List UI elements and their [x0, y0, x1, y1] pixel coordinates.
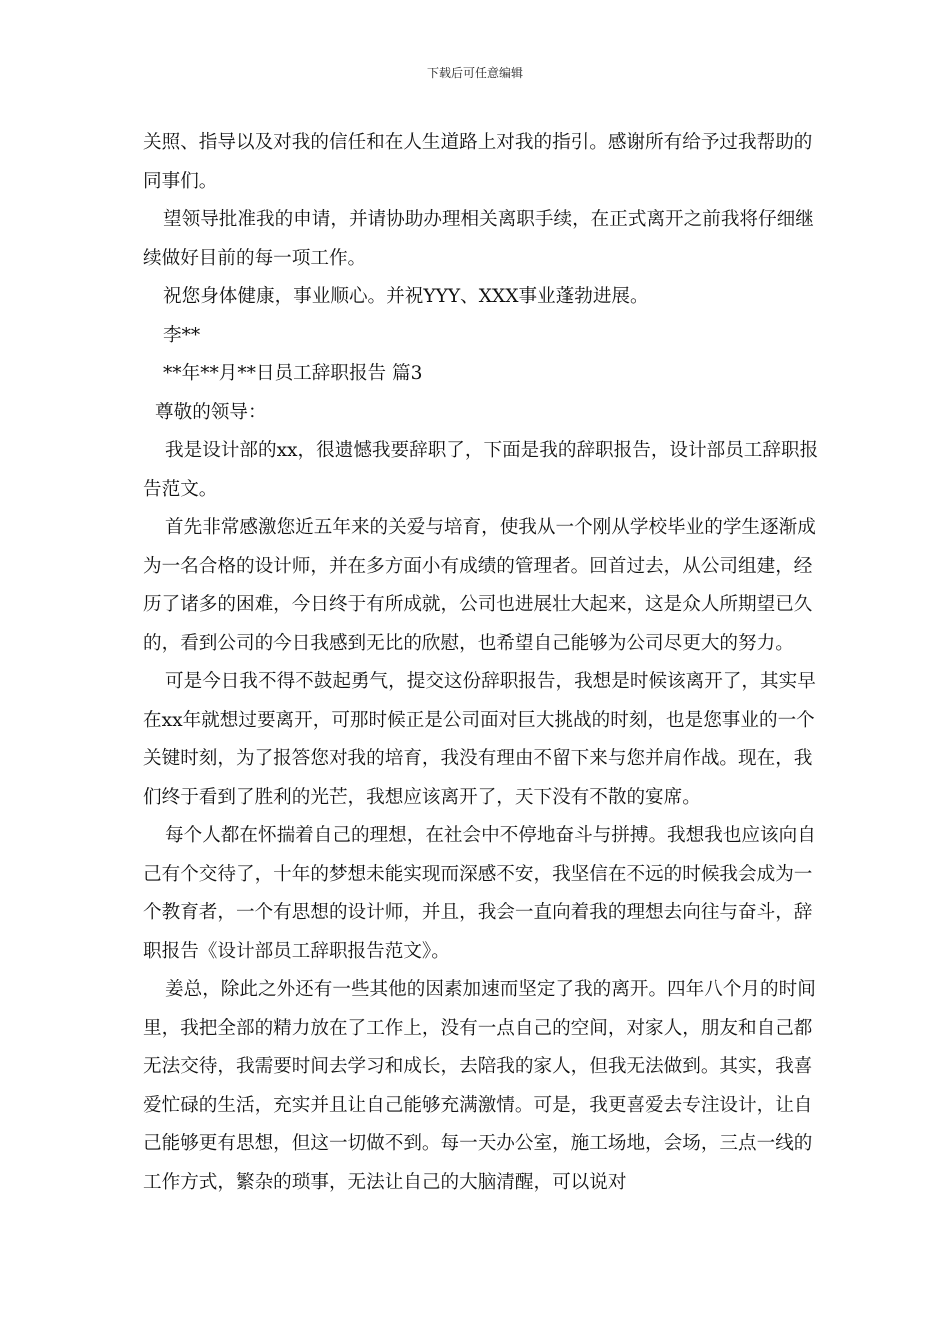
paragraph-decision: 可是今日我不得不鼓起勇气，提交这份辞职报告，我想是时候该离开了，其实早在xx年就想过要离开，可那时候正是公司面对巨大挑战的时刻，也是您事业的一个关键时刻，为了报答您对我的培育，我没有理由不留下来与您并肩作战。现在，我们终于看到了胜利的光芒，我想应该离开了，天下没有不散的宴席。 — [143, 671, 816, 808]
salutation: 尊敬的领导： — [155, 401, 267, 423]
paragraph-ideals: 每个人都在怀揣着自己的理想，在社会中不停地奋斗与拼搏。我想我也应该向自己有个交待了，十年的梦想未能实现而深感不安，我坚信在不远的时候我会成为一个教育者，一个有思想的设计师，并且，我会一直向着我的理想去向往与奋斗，辞职报告《设计部员工辞职报告范文》。 — [143, 825, 816, 962]
paragraph-wishes: 祝您身体健康，事业顺心。并祝YYY、XXX事业蓬勃进展。 — [163, 286, 649, 307]
paragraph-thanks: 关照、指导以及对我的信任和在人生道路上对我的指引。感谢所有给予过我帮助的同事们。 — [143, 132, 813, 192]
signature-name: 李** — [163, 324, 201, 346]
paragraph-approval-request: 望领导批准我的申请，并请协助办理相关离职手续，在正式离开之前我将仔细继续做好目前的每一项工作。 — [143, 209, 814, 269]
paragraph-gratitude: 首先非常感激您近五年来的关爱与培育，使我从一个刚从学校毕业的学生逐渐成为一名合格的设计师，并在多方面小有成绩的管理者。回首过去，从公司组建，经历了诸多的困难，今日终于有所成就，公司也进展壮大起来，这是众人所期望已久的，看到公司的今日我感到无比的欣慰，也希望自己能够为公司尽更大的努力。 — [143, 517, 816, 654]
document-body — [143, 124, 823, 1202]
section-title: **年**月**日员工辞职报告 篇3 — [163, 363, 423, 384]
paragraph-reasons: 姜总，除此之外还有一些其他的因素加速而坚定了我的离开。四年八个月的时间里，我把全部的精力放在了工作上，没有一点自己的空间，对家人，朋友和自己都无法交待，我需要时间去学习和成长，去陪我的家人，但我无法做到。其实，我喜爱忙碌的生活，充实并且让自己能够充满激情。可是，我更喜爱去专注设计，让自己能够更有思想，但这一切做不到。每一天办公室，施工场地，会场，三点一线的工作方式，繁杂的琐事，无法让自己的大脑清醒，可以说对 — [143, 979, 816, 1193]
paragraph-intro: 我是设计部的xx，很遗憾我要辞职了，下面是我的辞职报告，设计部员工辞职报告范文。 — [143, 440, 819, 500]
page-header-note: 下载后可任意编辑 — [426, 66, 523, 80]
